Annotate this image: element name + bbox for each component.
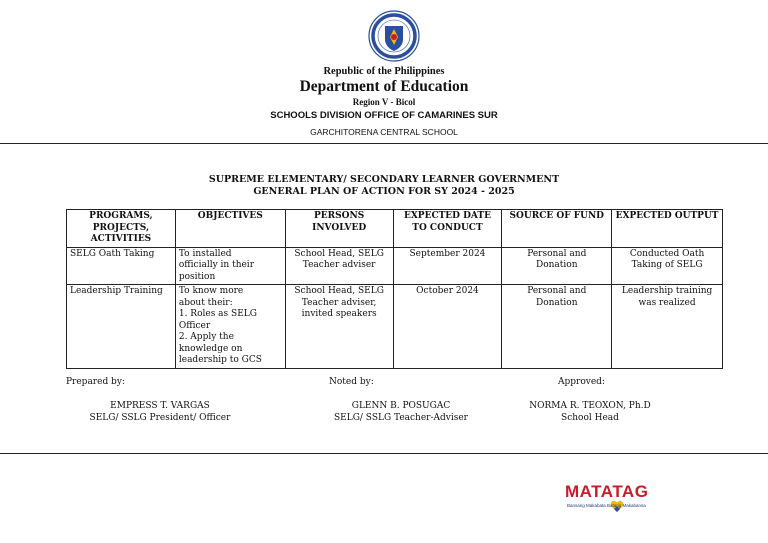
column-header: OBJECTIVES	[175, 210, 285, 248]
table-cell-date: October 2024	[393, 285, 502, 369]
cell-line: Taking of SELG	[631, 260, 703, 270]
signatory-title: SELG/ SSLG President/ Officer	[89, 413, 231, 423]
cell-line: Donation	[536, 297, 578, 308]
cell-line: Donation	[536, 260, 578, 270]
signatory-title: School Head	[561, 413, 619, 423]
table-row	[67, 247, 723, 285]
table-cell-program: Leadership Training	[67, 285, 176, 369]
signatory-name: GLENN B. POSUGAC	[351, 401, 451, 411]
matatag-tagline: Bansang Makabata Batang Makabansa	[567, 503, 646, 508]
signatory-name: EMPRESS T. VARGAS	[110, 401, 210, 411]
deped-seal-logo	[368, 10, 420, 62]
column-header: EXPECTED DATE TO CONDUCT	[393, 210, 502, 248]
table-header-row	[67, 210, 723, 248]
table-cell-persons	[285, 285, 393, 369]
cell-line: knowledge on	[178, 343, 243, 354]
matatag-logo	[565, 482, 675, 516]
cell-line: was realized	[638, 297, 696, 308]
cell-line: Conducted Oath	[629, 248, 705, 259]
column-header: PERSONS INVOLVED	[285, 210, 393, 248]
prepared-by-signatory	[50, 400, 270, 424]
table-cell-program: SELG Oath Taking	[67, 247, 176, 285]
plan-of-action-table	[66, 209, 723, 369]
table-cell-objectives	[175, 285, 285, 369]
approved-signatory	[505, 400, 675, 424]
matatag-wordmark: MATATAG	[565, 482, 649, 501]
cell-line: School Head, SELG	[294, 286, 384, 296]
cell-line: position	[178, 271, 216, 282]
signatory-title: SELG/ SSLG Teacher-Adviser	[334, 413, 468, 423]
cell-line: Officer	[178, 320, 211, 331]
republic-heading: Republic of the Philippines	[323, 66, 445, 77]
cell-line: To know more	[178, 286, 244, 296]
cell-line: 1. Roles as SELG	[178, 309, 257, 319]
cell-line: Teacher adviser,	[301, 297, 377, 308]
table-cell-output	[612, 285, 723, 369]
table-cell-output	[612, 247, 723, 285]
table-cell-fund	[502, 285, 612, 369]
table-cell-date: September 2024	[393, 247, 502, 285]
cell-line: about their:	[178, 297, 233, 308]
header-divider	[0, 143, 768, 144]
cell-line: leadership to GCS	[178, 355, 262, 365]
department-heading: Department of Education	[299, 78, 469, 95]
cell-line: Personal and	[527, 248, 587, 259]
noted-by-label: Noted by:	[329, 377, 374, 387]
school-heading: GARCHITORENA CENTRAL SCHOOL	[310, 127, 458, 137]
cell-line: Leadership training	[621, 286, 713, 296]
approved-label: Approved:	[558, 377, 605, 387]
document-title-line2: GENERAL PLAN OF ACTION FOR SY 2024 - 2025	[253, 186, 515, 197]
cell-line: invited speakers	[301, 309, 377, 319]
signatory-name: NORMA R. TEOXON, Ph.D	[529, 401, 651, 411]
column-header: SOURCE OF FUND	[502, 210, 612, 248]
cell-line: Personal and	[527, 286, 587, 296]
division-heading: SCHOOLS DIVISION OFFICE OF CAMARINES SUR	[270, 110, 498, 121]
table-cell-fund	[502, 247, 612, 285]
cell-line: To installed	[178, 248, 232, 259]
document-title-line1: SUPREME ELEMENTARY/ SECONDARY LEARNER GOVERNMENT	[208, 174, 560, 185]
table-cell-persons	[285, 247, 393, 285]
table-row	[67, 285, 723, 369]
column-header: EXPECTED OUTPUT	[612, 210, 723, 248]
cell-line: officially in their	[178, 260, 254, 270]
table-cell-objectives	[175, 247, 285, 285]
footer-divider	[0, 453, 768, 454]
noted-by-signatory	[301, 400, 501, 424]
column-header: PROGRAMS, PROJECTS, ACTIVITIES	[67, 210, 176, 248]
cell-line: School Head, SELG	[294, 248, 384, 259]
cell-line: Teacher adviser	[302, 260, 376, 270]
cell-line: 2. Apply the	[178, 332, 234, 342]
prepared-by-label: Prepared by:	[66, 377, 125, 387]
region-heading: Region V - Bicol	[352, 97, 416, 107]
